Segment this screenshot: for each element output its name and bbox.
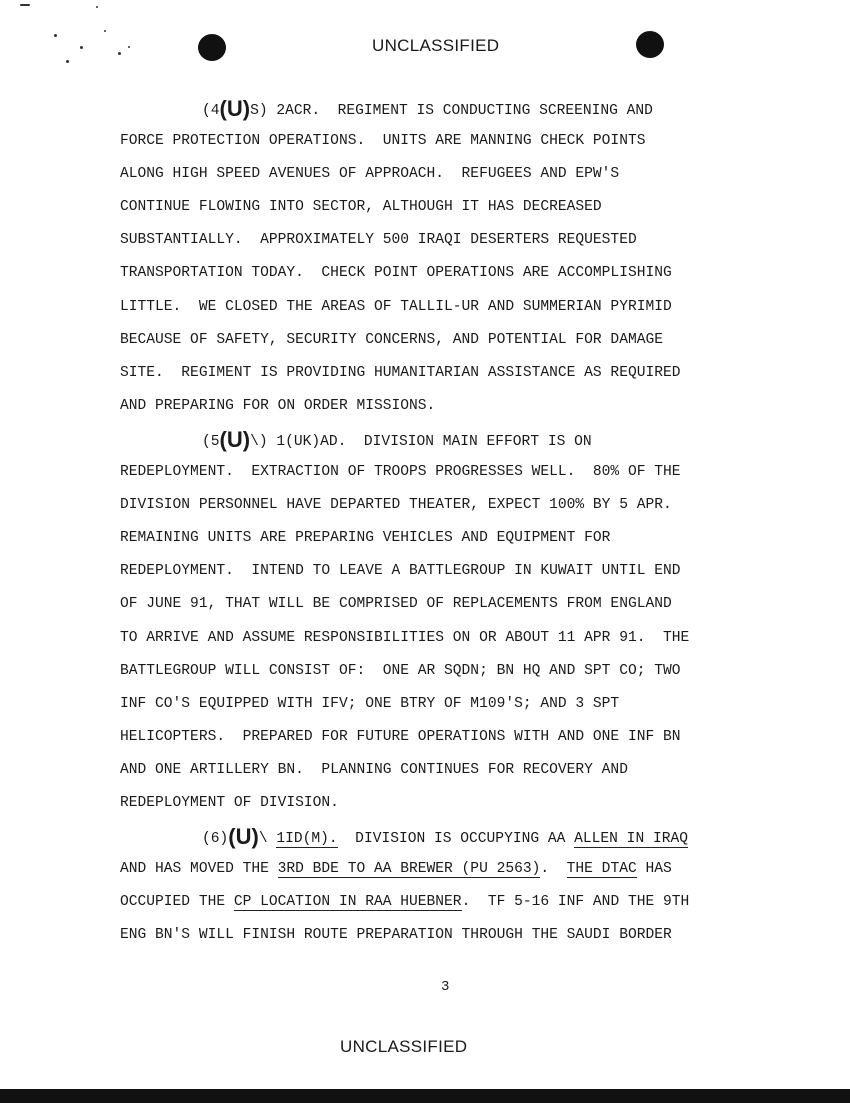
- text-line: DIVISION PERSONNEL HAVE DEPARTED THEATER, EXPECT 100% BY 5 APR.: [120, 497, 672, 514]
- redaction-dot-right: [636, 31, 664, 58]
- text-line: BATTLEGROUP WILL CONSIST OF: ONE AR SQDN; BN HQ AND SPT CO; TWO: [120, 662, 681, 679]
- redaction-dot-left: [198, 34, 226, 61]
- text-line: REDEPLOYMENT OF DIVISION.: [120, 794, 339, 811]
- text-line: CONTINUE FLOWING INTO SECTOR, ALTHOUGH IT HAS DECREASED: [120, 199, 602, 216]
- paragraph-number: (5: [202, 433, 220, 450]
- scan-edge-bar: [0, 1089, 850, 1103]
- text-line: LITTLE. WE CLOSED THE AREAS OF TALLIL-UR AND SUMMERIAN PYRIMID: [120, 298, 672, 315]
- text-line: SITE. REGIMENT IS PROVIDING HUMANITARIAN ASSISTANCE AS REQUIRED: [120, 364, 681, 381]
- text-line: REGIMENT IS CONDUCTING SCREENING AND: [320, 103, 653, 119]
- stamp-suffix: S): [250, 103, 268, 119]
- stamp-suffix: \: [258, 831, 268, 848]
- text-line: HELICOPTERS. PREPARED FOR FUTURE OPERATIONS WITH AND ONE INF BN: [120, 728, 681, 745]
- paragraph-1idm: [120, 820, 820, 952]
- paragraph-2acr: [120, 92, 820, 423]
- underlined-location: ALLEN IN IRAQ: [574, 831, 688, 848]
- paragraph-first-line: [120, 423, 820, 456]
- paragraph-1ukad: [120, 423, 820, 820]
- paragraph-first-line: [120, 820, 820, 853]
- unit-name: 1(UK)AD.: [276, 433, 347, 450]
- classification-stamp: (U): [219, 426, 251, 452]
- text-line: TO ARRIVE AND ASSUME RESPONSIBILITIES ON OR ABOUT 11 APR 91. THE: [120, 629, 690, 646]
- unit-name: 1ID(M).: [276, 831, 338, 848]
- document-body: [120, 92, 820, 952]
- underlined-location: CP LOCATION IN RAA HUEBNER: [233, 894, 462, 911]
- classification-stamp: (U): [219, 96, 251, 121]
- text-line: INF CO'S EQUIPPED WITH IFV; ONE BTRY OF M109'S; AND 3 SPT: [120, 695, 620, 712]
- text-segment: OCCUPIED THE: [120, 894, 234, 911]
- text-line: OF JUNE 91, THAT WILL BE COMPRISED OF REPLACEMENTS FROM ENGLAND: [120, 596, 672, 613]
- text-segment: . TF 5-16 INF AND THE 9TH: [461, 894, 690, 911]
- paragraph-first-line: [120, 92, 820, 125]
- text-line: [120, 853, 820, 886]
- text-line: AND PREPARING FOR ON ORDER MISSIONS.: [120, 397, 436, 414]
- text-line: DIVISION MAIN EFFORT IS ON: [346, 433, 592, 450]
- text-segment: AND HAS MOVED THE: [120, 861, 278, 878]
- paragraph-number: (4: [202, 103, 220, 119]
- text-line: ALONG HIGH SPEED AVENUES OF APPROACH. REFUGEES AND EPW'S: [120, 166, 620, 183]
- text-line: [120, 886, 820, 919]
- text-line: REDEPLOYMENT. EXTRACTION OF TROOPS PROGRESSES WELL. 80% OF THE: [120, 464, 681, 481]
- text-line: AND ONE ARTILLERY BN. PLANNING CONTINUES FOR RECOVERY AND: [120, 761, 628, 778]
- text-line: ENG BN'S WILL FINISH ROUTE PREPARATION THROUGH THE SAUDI BORDER: [120, 927, 672, 944]
- unit-name: 2ACR.: [276, 103, 321, 119]
- text-line: SUBSTANTIALLY. APPROXIMATELY 500 IRAQI DESERTERS REQUESTED: [120, 232, 637, 249]
- text-line: FORCE PROTECTION OPERATIONS. UNITS ARE MANNING CHECK POINTS: [120, 133, 646, 150]
- text-segment: HAS: [636, 861, 672, 878]
- text-line: BECAUSE OF SAFETY, SECURITY CONCERNS, AND POTENTIAL FOR DAMAGE: [120, 331, 663, 348]
- stamp-suffix: \): [250, 433, 268, 450]
- page-number: 3: [441, 979, 450, 995]
- text-segment: .: [540, 861, 567, 878]
- header-classification: UNCLASSIFIED: [372, 36, 500, 55]
- classification-stamp: (U): [228, 824, 259, 850]
- underlined-unit: THE DTAC: [566, 861, 637, 878]
- text-line: TRANSPORTATION TODAY. CHECK POINT OPERATIONS ARE ACCOMPLISHING: [120, 265, 672, 282]
- underlined-location: 3RD BDE TO AA BREWER (PU 2563): [277, 861, 541, 878]
- footer-classification: UNCLASSIFIED: [340, 1037, 468, 1056]
- paragraph-number: (6): [202, 831, 229, 848]
- text-line: REDEPLOYMENT. INTEND TO LEAVE A BATTLEGROUP IN KUWAIT UNTIL END: [120, 563, 681, 580]
- text-line: REMAINING UNITS ARE PREPARING VEHICLES AND EQUIPMENT FOR: [120, 530, 611, 547]
- text-segment: DIVISION IS OCCUPYING AA: [337, 831, 575, 848]
